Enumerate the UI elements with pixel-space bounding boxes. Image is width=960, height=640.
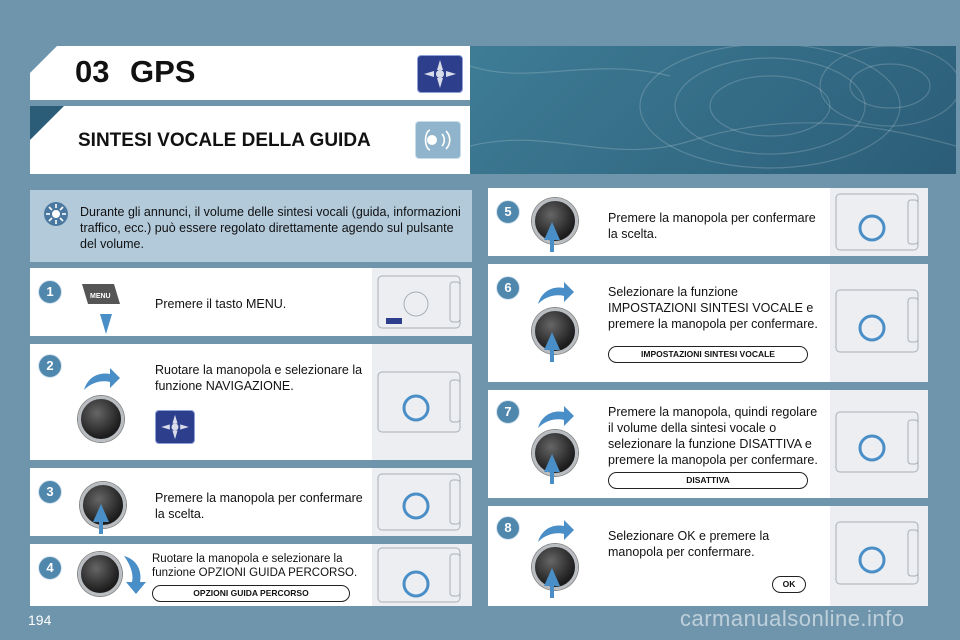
step-5-text: Premere la manopola per confermare la scelta.: [608, 211, 816, 241]
step-badge: 3: [38, 480, 62, 504]
info-note: [30, 190, 472, 262]
info-note-text: Durante gli annunci, il volume delle sintesi vocali (guida, informazioni traffico, ecc.) può essere regolato direttamente agendo sul pulsante del volume.: [80, 205, 461, 251]
header-map-graphic: [470, 46, 956, 174]
ok-option-pill: OK: [772, 576, 806, 593]
step-1-text: Premere il tasto MENU.: [155, 297, 287, 311]
radio-console-image: [830, 264, 928, 382]
rotate-arrow-icon: [536, 518, 576, 544]
menu-option-pill: DISATTIVA: [608, 472, 808, 489]
radio-console-image: [830, 188, 928, 256]
menu-option-pill: OPZIONI GUIDA PERCORSO: [152, 585, 350, 602]
radio-console-image: [372, 344, 472, 460]
menu-button-icon: [78, 278, 126, 334]
chapter-title: GPS: [130, 54, 196, 89]
rotate-arrow-icon: [122, 554, 148, 594]
page-number: 194: [28, 612, 52, 628]
voice-synthesis-icon: [415, 121, 461, 159]
step-6-text: Selezionare la funzione IMPOSTAZIONI SINTESI VOCALE e premere la manopola per confermare.: [608, 285, 818, 331]
step-7-text: Premere la manopola, quindi regolare il volume della sintesi vocale o selezionare la funzione DISATTIVA e premere la manopola per confermare.: [608, 405, 818, 467]
navigation-icon: [417, 55, 463, 93]
step-badge: 6: [496, 276, 520, 300]
step-badge: 1: [38, 280, 62, 304]
radio-console-image: [830, 390, 928, 498]
sun-icon: [44, 202, 68, 226]
svg-text:MENU: MENU: [90, 293, 111, 300]
step-badge: 4: [38, 556, 62, 580]
step-8-text: Selezionare OK e premere la manopola per confermare.: [608, 529, 770, 559]
radio-console-image: [372, 544, 472, 606]
step-badge: 5: [496, 200, 520, 224]
menu-option-pill: IMPOSTAZIONI SINTESI VOCALE: [608, 346, 808, 363]
step-8-panel: [488, 506, 928, 606]
press-arrow-icon: [543, 332, 561, 362]
knob-icon: [78, 396, 124, 442]
step-badge: 7: [496, 400, 520, 424]
rotate-arrow-icon: [536, 404, 576, 430]
radio-console-image: [372, 468, 472, 536]
step-2-panel: [30, 344, 472, 460]
section-band-corner: [30, 106, 64, 140]
chapter-band-corner: [30, 46, 57, 73]
step-7-panel: [488, 390, 928, 498]
radio-console-image: [830, 506, 928, 606]
press-arrow-icon: [92, 504, 110, 534]
press-arrow-icon: [543, 568, 561, 598]
chapter-number: 03: [75, 54, 110, 89]
step-5-panel: [488, 188, 928, 256]
step-1-panel: [30, 268, 472, 336]
step-3-text: Premere la manopola per confermare la scelta.: [155, 491, 363, 521]
step-badge: 8: [496, 516, 520, 540]
step-6-panel: [488, 264, 928, 382]
step-4-text: Ruotare la manopola e selezionare la funzione OPZIONI GUIDA PERCORSO.: [152, 553, 358, 579]
section-title: SINTESI VOCALE DELLA GUIDA: [78, 130, 371, 151]
step-3-panel: [30, 468, 472, 536]
press-arrow-icon: [543, 222, 561, 252]
step-2-text: Ruotare la manopola e selezionare la funzione NAVIGAZIONE.: [155, 363, 363, 393]
rotate-arrow-icon: [536, 280, 576, 306]
press-arrow-icon: [543, 454, 561, 484]
navigation-icon: [155, 410, 195, 444]
step-4-panel: [30, 544, 472, 606]
watermark: carmanualsonline.info: [680, 606, 905, 631]
rotate-arrow-icon: [82, 366, 122, 392]
step-badge: 2: [38, 354, 62, 378]
knob-icon: [78, 552, 122, 596]
radio-console-image: [372, 268, 472, 336]
